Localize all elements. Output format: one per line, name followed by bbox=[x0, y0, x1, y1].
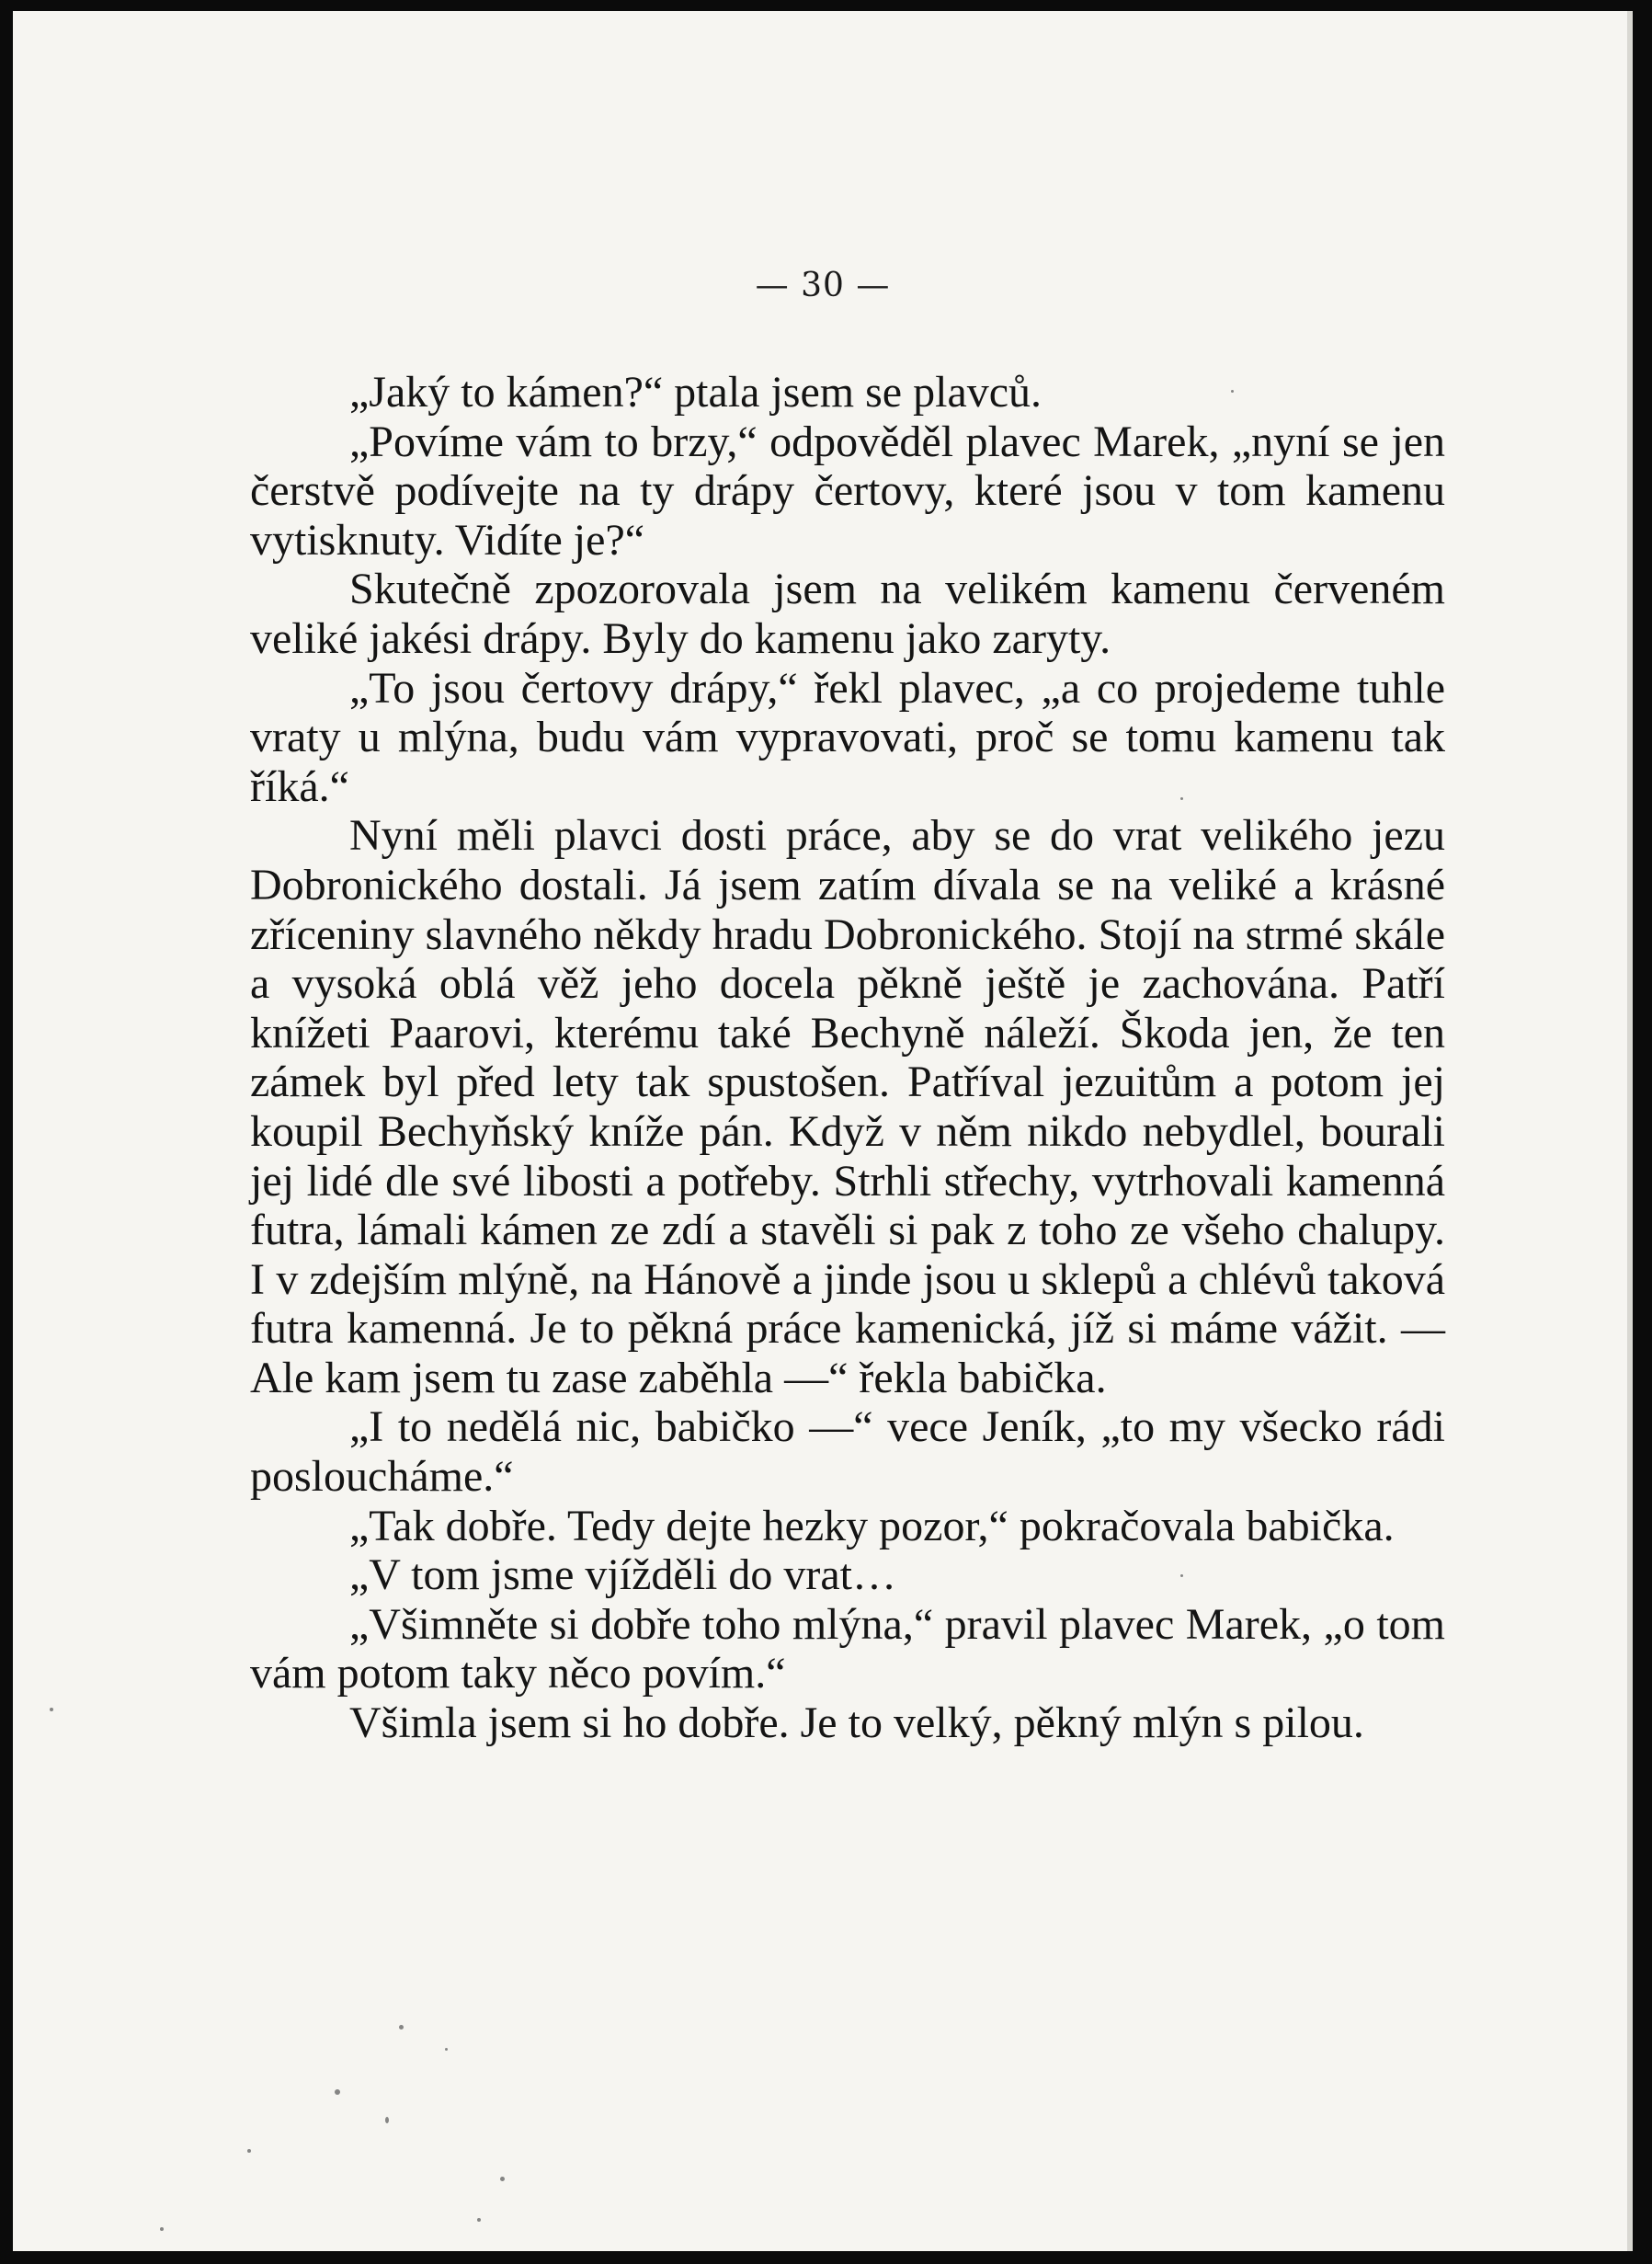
scan-speck bbox=[247, 2149, 251, 2153]
scan-speck bbox=[500, 2177, 505, 2181]
scan-speck bbox=[1180, 1574, 1183, 1577]
scan-speck bbox=[335, 2089, 340, 2095]
paragraph: Všimla jsem si ho dobře. Je to velký, pěkný mlýn s pilou. bbox=[349, 1698, 1364, 1748]
paragraph: „Tak dobře. Tedy dejte hezky pozor,“ pokračovala babička. bbox=[349, 1501, 1395, 1550]
book-page bbox=[13, 11, 1633, 2251]
paragraph: „V tom jsme vjížděli do vrat… bbox=[349, 1550, 897, 1600]
page-number: — 30 — bbox=[755, 267, 891, 304]
scan-speck bbox=[445, 2048, 448, 2051]
paragraph: „I to nedělá nic, babičko —“ vece Jeník, „to my všecko rádi posloucháme.“ bbox=[250, 1402, 1445, 1502]
scan-speck bbox=[50, 1708, 53, 1711]
scan-speck bbox=[477, 2218, 481, 2222]
page-text bbox=[250, 368, 1445, 1748]
paragraph: Skutečně zpozorovala jsem na velikém kamenu červeném veliké jakési drápy. Byly do kamenu jako zaryty. bbox=[250, 565, 1445, 663]
paragraph: Nyní měli plavci dosti práce, aby se do vrat velikého jezu Dobronického dostali. Já jsem zatím dívala se na veliké a krásné zříceniny slavného někdy hradu Dobronického. Stojí na strmé skále a vysoká oblá věž jeho docela pěkně ještě je zachována. Patří knížeti Paarovi, kterému také Bechyně náleží. Škoda jen, že ten zámek byl před lety tak spustošen. Patříval jezuitům a potom jej koupil Bechyňský kníže pán. Když v něm nikdo nebydlel, bourali jej lidé dle své libosti a potřeby. Strhli střechy, vytrhovali kamenná futra, lámali kámen ze zdí a stavěli si pak z toho ze všeho chalupy. I v zdejším mlýně, na Hánově a jinde jsou u sklepů a chlévů taková futra kamenná. Je to pěkná práce kamenická, jíž si máme vážit. — Ale kam jsem tu zase zaběhla —“ řekla babička. bbox=[250, 811, 1445, 1402]
scan-speck bbox=[1180, 797, 1183, 800]
page-edge-shadow bbox=[1627, 11, 1633, 2251]
scan-speck bbox=[160, 2227, 164, 2231]
scan-speck bbox=[1231, 390, 1234, 393]
paragraph: „Povíme vám to brzy,“ odpověděl plavec Marek, „nyní se jen čerstvě podívejte na ty drápy čertovy, které jsou v tom kamenu vytisknuty. Vidíte je?“ bbox=[250, 417, 1445, 565]
scan-speck bbox=[399, 2025, 404, 2030]
paragraph: „Všimněte si dobře toho mlýna,“ pravil plavec Marek, „o tom vám potom taky něco povím.“ bbox=[250, 1599, 1445, 1698]
scan-speck bbox=[385, 2117, 389, 2123]
paragraph: „To jsou čertovy drápy,“ řekl plavec, „a co projedeme tuhle vraty u mlýna, budu vám vypravovati, proč se tomu kamenu tak říká.“ bbox=[250, 663, 1445, 811]
paragraph: „Jaký to kámen?“ ptala jsem se plavců. bbox=[349, 368, 1042, 417]
